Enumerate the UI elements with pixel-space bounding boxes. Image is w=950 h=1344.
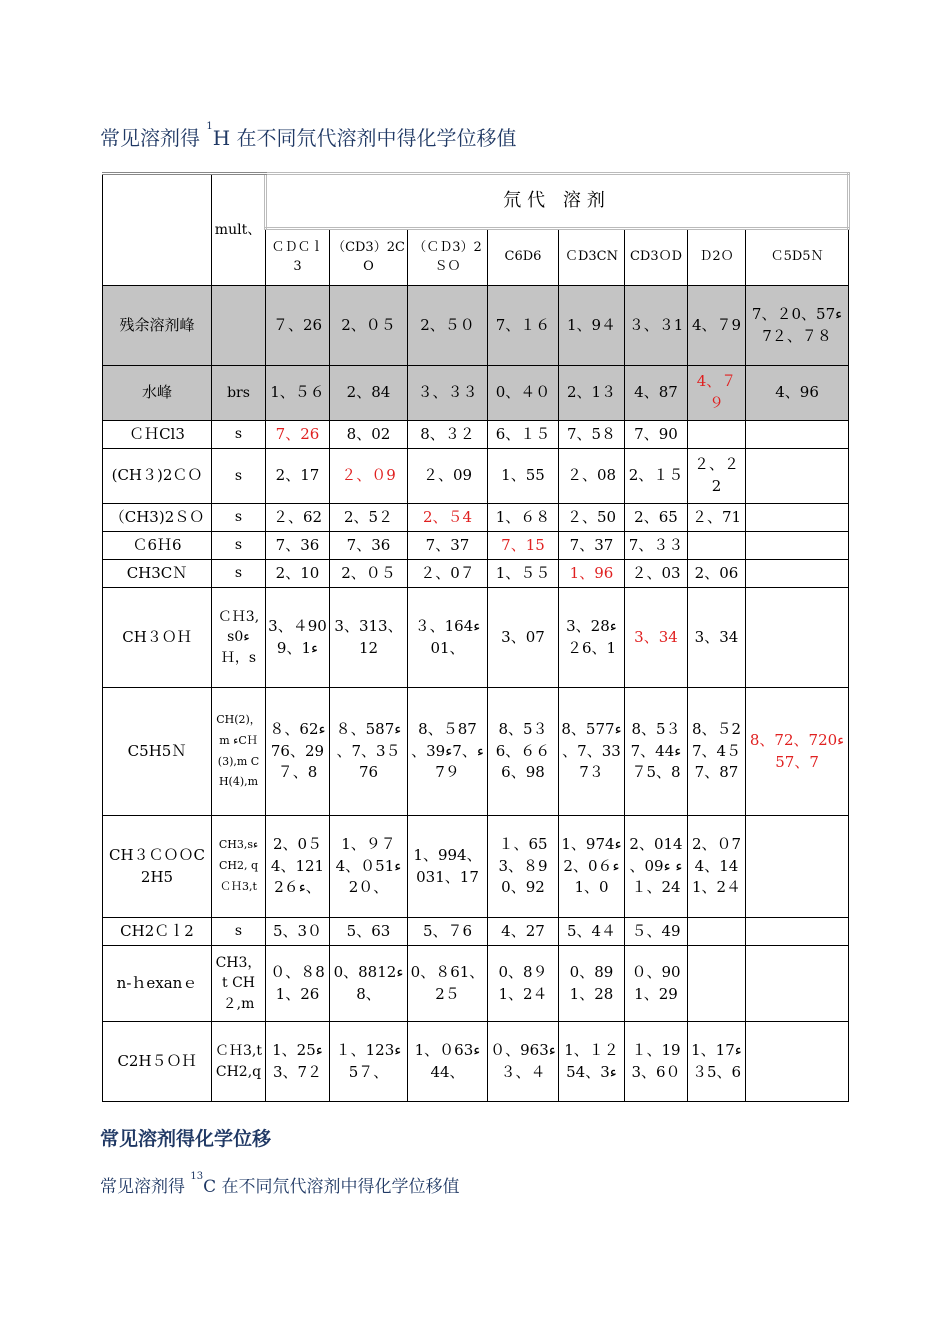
shift-value-cell bbox=[746, 560, 849, 588]
shift-value-cell bbox=[746, 421, 849, 449]
solvent-group-header: 氘代 溶剂 bbox=[266, 174, 849, 229]
shift-value-cell: ２、0７ bbox=[408, 560, 488, 588]
shift-value-cell: ３、164ء01、 bbox=[408, 588, 488, 688]
title-1h-shift: 常见溶剂得 $^1$H 在不同氘代溶剂中得化学位移值 bbox=[100, 121, 517, 150]
table-row bbox=[103, 688, 849, 816]
solvent-name-cell: C5H5Ｎ bbox=[103, 688, 212, 816]
shift-value-cell: 2、５０ bbox=[408, 286, 488, 366]
table-row bbox=[103, 449, 849, 504]
shift-value-cell: 4、27 bbox=[488, 918, 559, 946]
shift-value-cell bbox=[746, 946, 849, 1022]
solvent-name-cell: C2H５ＯＨ bbox=[103, 1022, 212, 1102]
shift-value-cell: ７、26 bbox=[266, 286, 330, 366]
shift-value-cell: ２、03 bbox=[625, 560, 688, 588]
shift-value-cell: 2、17 bbox=[266, 449, 330, 504]
multiplicity-cell: CH3,sء CH2, q ＣＨ3,t bbox=[212, 816, 266, 918]
shift-value-cell: 3、313、12 bbox=[330, 588, 408, 688]
multiplicity-cell: brs bbox=[212, 366, 266, 421]
solvent-name-cell: 残余溶剂峰 bbox=[103, 286, 212, 366]
solvent-name-cell: ＣＨCl3 bbox=[103, 421, 212, 449]
shift-value-cell: 1、974ء ء0６、20、1 bbox=[559, 816, 625, 918]
shift-value-cell: ５、49 bbox=[625, 918, 688, 946]
shift-value-cell: 7、２0ء57、７８、7２ bbox=[746, 286, 849, 366]
shift-value-cell: 6、１５ bbox=[488, 421, 559, 449]
shift-value-cell: 3、07 bbox=[488, 588, 559, 688]
shift-value-cell: ０、96ء3４、３ bbox=[488, 1022, 559, 1102]
table-row bbox=[103, 366, 849, 421]
shift-value-cell bbox=[688, 918, 746, 946]
shift-value-cell: 7、26 bbox=[266, 421, 330, 449]
section-heading: 常见溶剂得化学位移 bbox=[100, 1128, 272, 1150]
table-row bbox=[103, 588, 849, 688]
shift-value-cell: 3、34 bbox=[688, 588, 746, 688]
shift-value-cell bbox=[746, 449, 849, 504]
shift-value-cell: 8、72、7ء207、57 bbox=[746, 688, 849, 816]
shift-value-cell: 3、34 bbox=[625, 588, 688, 688]
shift-value-cell: ２、71 bbox=[688, 504, 746, 532]
solvent-column-header: ＣＤＣｌ3 bbox=[266, 229, 330, 286]
shift-value-cell bbox=[746, 816, 849, 918]
multiplicity-cell: s bbox=[212, 918, 266, 946]
solvent-name-cell: CH３ＯＨ bbox=[103, 588, 212, 688]
multiplicity-cell: ＣＨ3, sء0Ｈ，s bbox=[212, 588, 266, 688]
shift-value-cell: 8、02 bbox=[330, 421, 408, 449]
solvent-column-header: （CD3）2CO bbox=[330, 229, 408, 286]
shift-value-cell: １、653、８90、92 bbox=[488, 816, 559, 918]
shift-value-cell: 7、３３ bbox=[625, 532, 688, 560]
table-row bbox=[103, 946, 849, 1022]
shift-value-cell: 8、5３6、６６6、98 bbox=[488, 688, 559, 816]
shift-value-cell: 2、０５ bbox=[330, 286, 408, 366]
solvent-name-cell: CH３ＣＯＯC2H5 bbox=[103, 816, 212, 918]
shift-value-cell: ０、８81、26 bbox=[266, 946, 330, 1022]
shift-value-cell: 2、5２ bbox=[330, 504, 408, 532]
shift-value-cell: 8、３２ bbox=[408, 421, 488, 449]
multiplicity-cell: s bbox=[212, 504, 266, 532]
shift-value-cell bbox=[688, 532, 746, 560]
shift-value-cell: 2、65 bbox=[625, 504, 688, 532]
shift-value-cell: １、193、6０ bbox=[625, 1022, 688, 1102]
table-row bbox=[103, 816, 849, 918]
shift-value-cell: １、123ء5７、 bbox=[330, 1022, 408, 1102]
shift-value-cell: 8、5３7、44ء8、７5 bbox=[625, 688, 688, 816]
shift-value-cell: 2、014ء ء09、24、１ bbox=[625, 816, 688, 918]
shift-value-cell: 0、881ء28、 bbox=[330, 946, 408, 1022]
multiplicity-cell: s bbox=[212, 421, 266, 449]
shift-value-cell bbox=[746, 504, 849, 532]
shift-value-cell: ８、587ء3５、7、76 bbox=[330, 688, 408, 816]
shift-value-cell: 1、０63ء44、 bbox=[408, 1022, 488, 1102]
shift-value-cell: 1、５５ bbox=[488, 560, 559, 588]
shift-value-cell: 4、７９ bbox=[688, 366, 746, 421]
shift-value-cell: 4、７9 bbox=[688, 286, 746, 366]
table-row bbox=[103, 532, 849, 560]
shift-value-cell: 7、37 bbox=[408, 532, 488, 560]
shift-value-cell bbox=[746, 532, 849, 560]
shift-value-cell: 5、4４ bbox=[559, 918, 625, 946]
shift-value-cell bbox=[688, 946, 746, 1022]
multiplicity-cell: ＣＨ3,t CH2,q bbox=[212, 1022, 266, 1102]
corner-header-cell bbox=[103, 174, 212, 286]
shift-value-cell: 1、994、031、17 bbox=[408, 816, 488, 918]
shift-value-cell: 8、５87ء、7ء39、7９ bbox=[408, 688, 488, 816]
solvent-name-cell: CH2Ｃｌ2 bbox=[103, 918, 212, 946]
shift-value-cell: 2、0５4、121ء2６、 bbox=[266, 816, 330, 918]
shift-value-cell: 1、25ء7２、3 bbox=[266, 1022, 330, 1102]
shift-value-cell bbox=[746, 588, 849, 688]
solvent-column-header: （ＣＤ3）2ＳＯ bbox=[408, 229, 488, 286]
shift-value-cell: ２、50 bbox=[559, 504, 625, 532]
solvent-column-header: ＣD3CN bbox=[559, 229, 625, 286]
shift-value-cell: 7、１６ bbox=[488, 286, 559, 366]
shift-value-cell: ０、901、29 bbox=[625, 946, 688, 1022]
solvent-name-cell: （CH3)2ＳＯ bbox=[103, 504, 212, 532]
shift-value-cell: ８、62ء29、768、７ bbox=[266, 688, 330, 816]
shift-value-cell: 7、15 bbox=[488, 532, 559, 560]
table-row bbox=[103, 560, 849, 588]
shift-value-cell: 2、５4 bbox=[408, 504, 488, 532]
shift-value-cell: 7、5８ bbox=[559, 421, 625, 449]
shift-value-cell bbox=[746, 918, 849, 946]
table-row bbox=[103, 421, 849, 449]
shift-value-cell: 2、84 bbox=[330, 366, 408, 421]
shift-value-cell: 4、87 bbox=[625, 366, 688, 421]
solvent-column-header: Ｄ2Ｏ bbox=[688, 229, 746, 286]
mult-header: mult、 bbox=[212, 174, 266, 286]
shift-value-cell: 4、96 bbox=[746, 366, 849, 421]
chemical-shift-table bbox=[102, 172, 850, 1102]
multiplicity-cell: CH3，t CH２,m bbox=[212, 946, 266, 1022]
shift-value-cell: 1、６８ bbox=[488, 504, 559, 532]
shift-value-cell: 5、７6 bbox=[408, 918, 488, 946]
shift-value-cell: 0、８61、2５ bbox=[408, 946, 488, 1022]
shift-value-cell: 1、9４ bbox=[559, 286, 625, 366]
shift-value-cell: ２、62 bbox=[266, 504, 330, 532]
table-row bbox=[103, 1022, 849, 1102]
shift-value-cell: 1、96 bbox=[559, 560, 625, 588]
shift-value-cell: 0、４０ bbox=[488, 366, 559, 421]
shift-value-cell: 1、55 bbox=[488, 449, 559, 504]
multiplicity-cell: s bbox=[212, 560, 266, 588]
shift-value-cell: 2、06 bbox=[688, 560, 746, 588]
shift-value-cell: 5、3０ bbox=[266, 918, 330, 946]
solvent-name-cell: (CH３)2ＣＯ bbox=[103, 449, 212, 504]
shift-value-cell: 1、９７4、０51ء2０、 bbox=[330, 816, 408, 918]
shift-value-cell: 7、36 bbox=[266, 532, 330, 560]
table-row bbox=[103, 286, 849, 366]
shift-value-cell: 5、63 bbox=[330, 918, 408, 946]
shift-value-cell: 3、４909、1ء bbox=[266, 588, 330, 688]
multiplicity-cell bbox=[212, 286, 266, 366]
solvent-column-header: C6D6 bbox=[488, 229, 559, 286]
shift-value-cell: ３、３３ bbox=[408, 366, 488, 421]
table-row bbox=[103, 504, 849, 532]
shift-value-cell: 1、１２54、3ء bbox=[559, 1022, 625, 1102]
solvent-name-cell: 水峰 bbox=[103, 366, 212, 421]
solvent-column-header: CD3ＯD bbox=[625, 229, 688, 286]
shift-value-cell: 8、577ء33、7、7３ bbox=[559, 688, 625, 816]
solvent-column-header: Ｃ5D5Ｎ bbox=[746, 229, 849, 286]
shift-value-cell: 2、10 bbox=[266, 560, 330, 588]
shift-value-cell: 8、５27、4５7、87 bbox=[688, 688, 746, 816]
shift-value-cell bbox=[746, 1022, 849, 1102]
shift-value-cell: 7、90 bbox=[625, 421, 688, 449]
multiplicity-cell: CH(2)，m ءCＨ(3),m CH(4),m bbox=[212, 688, 266, 816]
solvent-name-cell: CH3CＮ bbox=[103, 560, 212, 588]
shift-value-cell: 7、37 bbox=[559, 532, 625, 560]
shift-value-cell: 1、５６ bbox=[266, 366, 330, 421]
shift-value-cell: 0、891、28 bbox=[559, 946, 625, 1022]
shift-value-cell: ２、09 bbox=[408, 449, 488, 504]
solvent-name-cell: Ｃ6Ｈ6 bbox=[103, 532, 212, 560]
shift-value-cell: 2、０５ bbox=[330, 560, 408, 588]
multiplicity-cell: s bbox=[212, 532, 266, 560]
shift-value-cell: 7、36 bbox=[330, 532, 408, 560]
table-row bbox=[103, 918, 849, 946]
shift-value-cell: 2、０74、141、2４ bbox=[688, 816, 746, 918]
shift-value-cell: 3、28ء1、２6 bbox=[559, 588, 625, 688]
shift-value-cell: ２、２2 bbox=[688, 449, 746, 504]
title-13c-shift: 常见溶剂得 $^{13}$C 在不同氘代溶剂中得化学位移值 bbox=[100, 1171, 460, 1197]
shift-value-cell: ２、０9 bbox=[330, 449, 408, 504]
multiplicity-cell: s bbox=[212, 449, 266, 504]
shift-value-cell: 2、１５ bbox=[625, 449, 688, 504]
shift-value-cell: ３、３1 bbox=[625, 286, 688, 366]
shift-value-cell bbox=[688, 421, 746, 449]
shift-value-cell: ２、08 bbox=[559, 449, 625, 504]
shift-value-cell: 1、17ء6、３5 bbox=[688, 1022, 746, 1102]
shift-value-cell: 2、1３ bbox=[559, 366, 625, 421]
shift-value-cell: 0、8９1、2４ bbox=[488, 946, 559, 1022]
solvent-name-cell: n-ｈexanｅ bbox=[103, 946, 212, 1022]
